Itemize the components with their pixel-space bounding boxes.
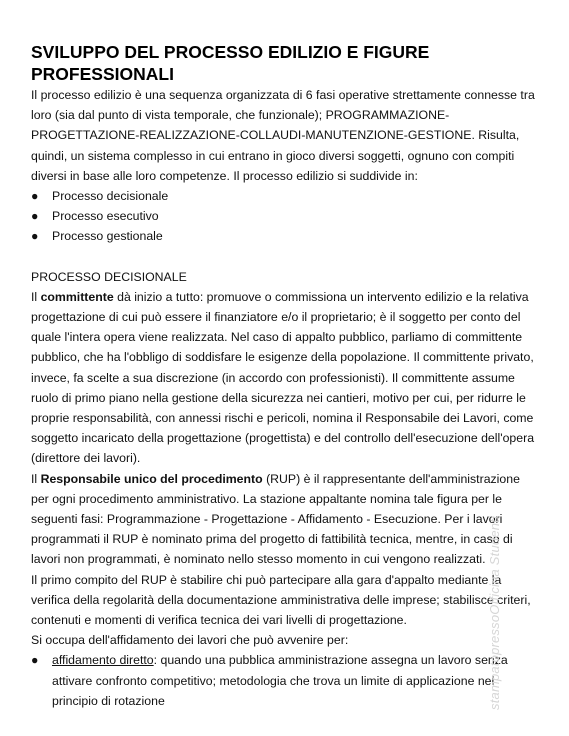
list-item: ● Processo gestionale (31, 226, 541, 246)
committente-term: committente (40, 289, 114, 304)
phases-list (31, 186, 541, 247)
bullet-icon: ● (31, 209, 39, 224)
watermark: stampatopressoOfficina Studenti (487, 515, 502, 710)
list-item: ● Processo esecutivo (31, 206, 541, 226)
bullet-icon: ● (31, 189, 39, 204)
affidamento-intro: Si occupa dell'affidamento dei lavori che può avvenire per: (31, 633, 349, 648)
spacer (31, 247, 541, 267)
list-item: ● affidamento diretto: quando una pubblica amministrazione assegna un lavoro senza attivare confronto competitivo; metodologia che trova un limite di applicazione nel principio di rotazione (31, 650, 541, 711)
document-title: SVILUPPO DEL PROCESSO EDILIZIO E FIGURE PROFESSIONALI (31, 42, 430, 84)
rup-term: Responsabile unico del procedimento (40, 471, 263, 486)
intro-paragraph: Il processo edilizio è una sequenza organizzata di 6 fasi operative strettamente connesse tra loro (sia dal punto di vista temporale, che funzionale); PROGRAMMAZIONE-PROGETTAZIONE-REALIZZAZIONE-COLLAUDI-MANUTENZIONE-GESTIONE. Risulta, quindi, un sistema complesso in cui entrano in gioco diversi soggetti, ognuno con compiti diversi in base alle loro competenze. Il processo edilizio si suddivide in: (31, 88, 535, 183)
affidamento-list (31, 650, 541, 711)
document-page (31, 41, 541, 711)
rup-task-paragraph: Il primo compito del RUP è stabilire chi può partecipare alla gara d'appalto mediante la verifica della regolarità della documentazione amministrativa delle imprese; stabilisce criteri, contenuti e momenti di verifica tecnica dei vari livelli di progettazione. (31, 572, 531, 628)
bullet-icon: ● (31, 229, 39, 244)
bullet-icon: ● (31, 653, 39, 668)
committente-paragraph: Il committente dà inizio a tutto: promuove o commissiona un intervento edilizio e la relativa progettazione di cui può essere il finanziatore e/o il proprietario; è il soggetto per conto del quale l'intera opera viene realizzata. Nel caso di appalto pubblico, parliamo di committente pubblico, che ha l'obbligo di soddisfare le esigenze della popolazione. Il committente privato, invece, fa scelte a sua discrezione (in accordo con professionisti). Il committente assume ruolo di primo piano nella gestione della sicurezza nei cantieri, motivo per cui, per ridurre le proprie responsabilità, con annessi rischi e pericoli, nomina il Responsabile dei Lavori, come soggetto incaricato della progettazione (progettista) e del controllo dell'esecuzione dell'opera (direttore dei lavori). (31, 289, 535, 466)
section-heading: PROCESSO DECISIONALE (31, 269, 187, 284)
list-item: ● Processo decisionale (31, 186, 541, 206)
rup-paragraph: Il Responsabile unico del procedimento (RUP) è il rappresentante dell'amministrazione per ogni procedimento amministrativo. La stazione appaltante nomina tale figura per le seguenti fasi: Programmazione - Progettazione - Affidamento - Esecuzione. Per i lavori programmati il RUP è nominato prima del progetto di fattibilità tecnica, mentre, in caso di lavori non programmati, è nominato nello stesso momento in cui vengono realizzati. (31, 471, 520, 567)
affidamento-label: affidamento diretto (52, 653, 154, 668)
